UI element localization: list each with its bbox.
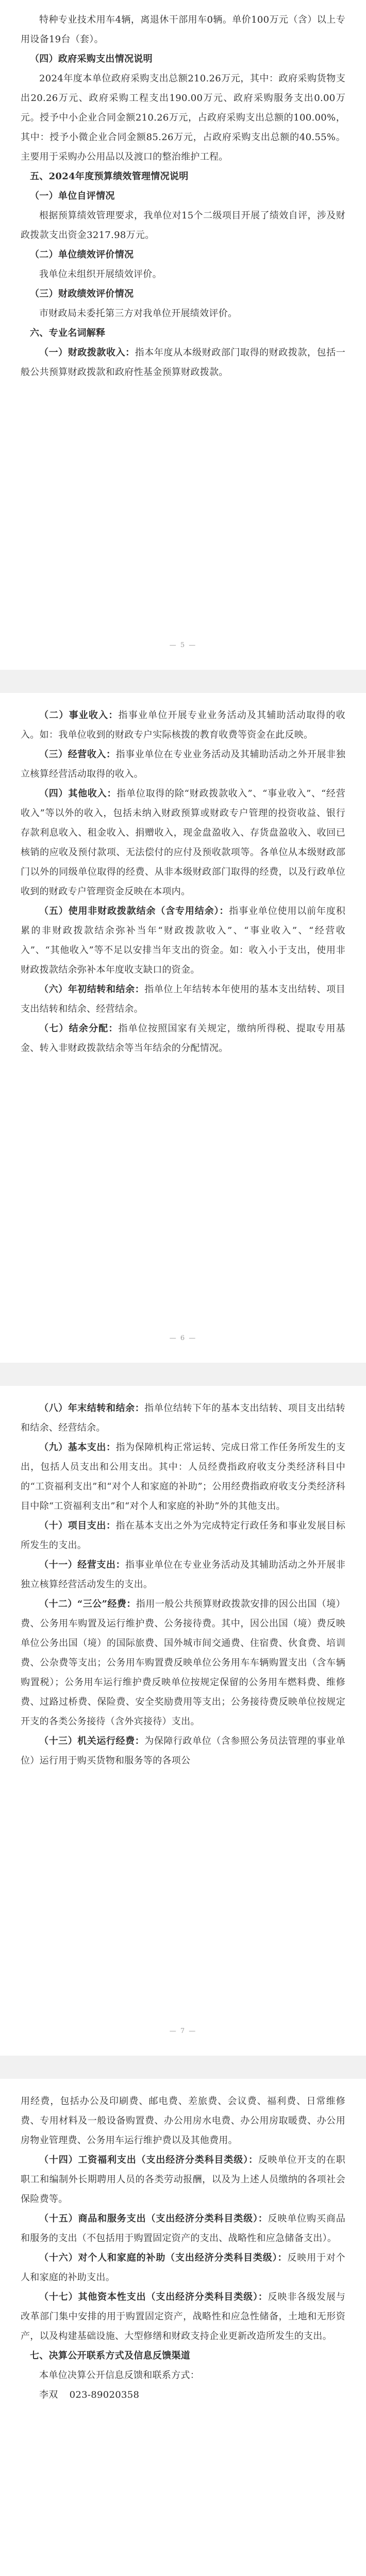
contact-phone: 023-89020358 bbox=[69, 2389, 140, 2400]
contact-intro: 本单位决算公开信息反馈和联系方式： bbox=[39, 2370, 200, 2381]
term-6 bbox=[21, 980, 345, 1019]
term-14 bbox=[21, 2150, 345, 2209]
term-15-text: 反映单位购买商品和服务的支出（不包括用于购置固定资产的支出、战略性和应急储备支出）。 bbox=[21, 2213, 345, 2244]
term-9-text: 指为保障机构正常运转、完成日常工作任务所发生的支出，包括人员支出和公用支出。其中：人员经费指政府收支分类经济科目中的“工资福利支出”和“对个人和家庭的补助”；公用经费指政府收支分类经济科目中除“工资福利支出”和“对个人和家庭的补助”外的其他支出。 bbox=[21, 1442, 346, 1512]
term-4-label: （四）其他收入： bbox=[39, 788, 117, 799]
fiscal-eval-text: 市财政局未委托第三方对我单位开展绩效评价。 bbox=[39, 308, 238, 319]
term-10 bbox=[21, 1516, 345, 1555]
term-5 bbox=[21, 902, 345, 980]
term-2-label: （二）事业收入： bbox=[39, 710, 119, 721]
term-6-text: 指单位上年结转本年使用的基本支出结转、项目支出结转和结余、经营结余。 bbox=[21, 984, 345, 1014]
term-1-text: 指本年度从本级财政部门取得的财政拨款，包括一般公共预算财政拨款和政府性基金预算财政拨款。 bbox=[21, 347, 346, 378]
section-7-heading: 七、决算公开联系方式及信息反馈渠道 bbox=[30, 2350, 191, 2361]
term-16-text: 反映用于对个人和家庭的补助支出。 bbox=[21, 2252, 345, 2283]
term-11 bbox=[21, 1555, 345, 1595]
document-page-3 bbox=[0, 1386, 366, 2056]
section-6-heading: 六、专业名词解释 bbox=[30, 328, 106, 338]
page-2-content bbox=[21, 706, 345, 1058]
term-3-text: 指事业单位在专业业务活动及其辅助活动之外开展非独立核算经营活动取得的收入。 bbox=[21, 749, 346, 779]
procurement-heading: （四）政府采购支出情况说明 bbox=[30, 54, 153, 64]
procurement-text: 2024年度本单位政府采购支出总额210.26万元，其中：政府采购货物支出20.26万元、政府采购工程支出190.00万元、政府采购服务支出0.00万元。授予中小企业合同金额210.26万元，占政府采购支出总额的100.00%，其中：授予小微企业合同金额85.26万元，占政府采购支出总额的40.55%。主要用于采购办公用品以及渡口的整治维护工程。 bbox=[21, 73, 345, 162]
term-16 bbox=[21, 2248, 345, 2287]
term-5-label: （五）使用非财政拨款结余（含专用结余）： bbox=[39, 906, 229, 917]
self-eval-heading: （一）单位自评情况 bbox=[30, 191, 115, 201]
term-4 bbox=[21, 784, 345, 902]
term-2-text: 指事业单位开展专业业务活动及其辅助活动取得的收入。如：我单位收到的财政专户实际核拨的教育收费等资金在此反映。 bbox=[21, 710, 345, 740]
term-3-label: （三）经营收入： bbox=[39, 749, 116, 760]
term-13-continued: 用经费，包括办公及印刷费、邮电费、差旅费、会议费、福利费、日常维修费、专用材料及一般设备购置费、办公用房水电费、办公用房取暖费、办公用房物业管理费、公务用车运行维护费以及其他费用。 bbox=[21, 2096, 345, 2146]
section-5-heading: 五、2024年度预算绩效管理情况说明 bbox=[30, 171, 189, 182]
fiscal-eval-heading: （三）财政绩效评价情况 bbox=[30, 289, 134, 299]
document-page-1 bbox=[0, 0, 366, 670]
term-6-label: （六）年初结转和结余： bbox=[39, 984, 145, 995]
term-7 bbox=[21, 1019, 345, 1058]
unit-eval-text: 我单位未组织开展绩效评价。 bbox=[39, 269, 162, 280]
page-3-content bbox=[21, 1399, 345, 1771]
page-number: — 7 — bbox=[169, 2027, 197, 2035]
term-17-text: 反映非各级发展与改革部门集中安排的用于购置固定资产，战略性和应急性储备，土地和无形资产，以及构建基础设施、大型修缮和财政支持企业更新改造所发生的支出。 bbox=[21, 2292, 345, 2342]
document-page-4 bbox=[0, 2079, 366, 2576]
term-13-label: （十三）机关运行经费： bbox=[39, 1736, 145, 1747]
term-9-label: （九）基本支出： bbox=[39, 1442, 116, 1453]
term-4-text: 指单位取得的除“财政拨款收入”、“事业收入”、“经营收入”等以外的收入，包括未纳入财政预算或财政专户管理的投资收益、银行存款利息收入、租金收入、捐赠收入，现金盘盈收入、存货盘盈收入、收回已核销的应收及预付款项、无法偿付的应付及预收款项等。各单位从本级财政部门以外的同级单位取得的经费、从非本级财政部门取得的经费，以及行政单位收到的财政专户管理资金反映在本项内。 bbox=[21, 788, 345, 897]
term-17 bbox=[21, 2287, 345, 2346]
term-16-label: （十六）对个人和家庭的补助（支出经济分类科目类级）： bbox=[39, 2252, 288, 2263]
term-9 bbox=[21, 1438, 345, 1516]
page-gap bbox=[0, 2056, 366, 2079]
term-1-label: （一）财政拨款收入： bbox=[39, 347, 135, 358]
term-13 bbox=[21, 1732, 345, 1771]
term-8-label: （八）年末结转和结余： bbox=[39, 1403, 145, 1414]
term-12-label: （十二）“三公”经费： bbox=[39, 1599, 136, 1609]
page-1-content bbox=[21, 10, 345, 382]
page-gap bbox=[0, 670, 366, 693]
term-17-label: （十七）其他资本性支出（支出经济分类科目类级）： bbox=[39, 2292, 268, 2302]
term-14-text: 反映单位开支的在职职工和编制外长期聘用人员的各类劳动报酬，以及为上述人员缴纳的各项社会保险费等。 bbox=[21, 2155, 345, 2205]
term-10-text: 指在基本支出之外为完成特定行政任务和事业发展目标所发生的支出。 bbox=[21, 1520, 346, 1551]
term-15-label: （十五）商品和服务支出（支出经济分类科目类级）： bbox=[39, 2213, 268, 2224]
term-7-text: 指单位按照国家有关规定，缴纳所得税、提取专用基金、转入非财政拨款结余等当年结余的分配情况。 bbox=[21, 1023, 345, 1054]
vehicle-text: 特种专业技术用车4辆，离退休干部用车0辆。单价100万元（含）以上专用设备19台（套）。 bbox=[21, 14, 345, 45]
page-gap bbox=[0, 1363, 366, 1386]
term-7-label: （七）结余分配： bbox=[39, 1023, 119, 1034]
term-11-label: （十一）经营支出： bbox=[39, 1560, 126, 1570]
term-8-text: 指单位结转下年的基本支出结转、项目支出结转和结余、经营结余。 bbox=[21, 1403, 345, 1433]
term-5-text: 指事业单位使用以前年度积累的非财政拨款结余弥补当年“财政拨款收入”、“事业收入”、“经营收入”、“其他收入”等不足以安排当年支出的资金。如：收入小于支出，使用非财政拨款结余弥补本年度收支缺口的资金。 bbox=[21, 906, 345, 975]
term-8 bbox=[21, 1399, 345, 1438]
self-eval-text: 根据预算绩效管理要求，我单位对15个二级项目开展了绩效自评，涉及财政拨款支出资金3217.98万元。 bbox=[21, 210, 345, 241]
term-12-text: 指用一般公共预算财政拨款安排的因公出国（境）费、公务用车购置及运行维护费、公务接待费。其中，因公出国（境）费反映单位公务出国（境）的国际旅费、国外城市间交通费、住宿费、伙食费、培训费、公杂费等支出；公务用车购置费反映单位公务用车车辆购置支出（含车辆购置税）；公务用车运行维护费反映单位按规定保留的公务用车燃料费、维修费、过路过桥费、保险费、安全奖励费用等支出；公务接待费反映单位按规定开支的各类公务接待（含外宾接待）支出。 bbox=[21, 1599, 345, 1727]
term-3 bbox=[21, 745, 345, 784]
term-2 bbox=[21, 706, 345, 745]
unit-eval-heading: （二）单位绩效评价情况 bbox=[30, 249, 134, 260]
term-15 bbox=[21, 2209, 345, 2248]
page-4-content bbox=[21, 2092, 345, 2405]
term-10-label: （十）项目支出： bbox=[39, 1520, 116, 1531]
contact-name: 李双 bbox=[39, 2389, 58, 2400]
term-13-text: 为保障行政单位（含参照公务员法管理的事业单位）运行用于购买货物和服务等的各项公 bbox=[21, 1736, 345, 1766]
page-number: — 6 — bbox=[169, 1334, 197, 1342]
term-1 bbox=[21, 343, 345, 382]
document-page-2 bbox=[0, 693, 366, 1363]
contact-line bbox=[21, 2385, 345, 2405]
page-number: — 5 — bbox=[169, 641, 197, 649]
term-11-text: 指事业单位在专业业务活动及其辅助活动之外开展非独立核算经营活动发生的支出。 bbox=[21, 1560, 345, 1590]
term-12 bbox=[21, 1595, 345, 1732]
term-14-label: （十四）工资福利支出（支出经济分类科目类级）： bbox=[39, 2155, 258, 2165]
